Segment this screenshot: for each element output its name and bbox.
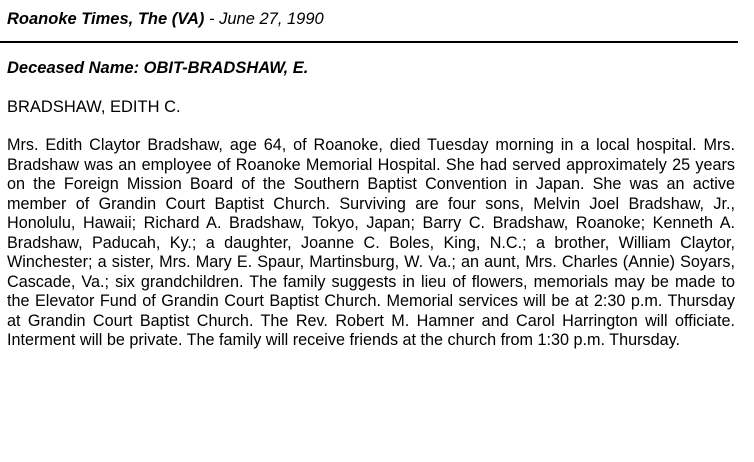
obituary-body: Mrs. Edith Claytor Bradshaw, age 64, of Roanoke, died Tuesday morning in a local hospital. Mrs. Bradshaw was an employee of Roanoke Memorial Hospital. She had served approximately 25 years on the Foreign Mission Board of the Southern Baptist Convention in Japan. She was an active member of Grandin Court Baptist Church. Surviving are four sons, Melvin Joel Bradshaw, Jr., Honolulu, Hawaii; Richard A. Bradshaw, Tokyo, Japan; Barry C. Bradshaw, Roanoke; Kenneth A. Bradshaw, Paducah, Ky.; a daughter, Joanne C. Boles, King, N.C.; a brother, William Claytor, Winchester; a sister, Mrs. Mary E. Spaur, Martinsburg, W. Va.; an aunt, Mrs. Charles (Annie) Soyars, Cascade, Va.; six grandchildren. The family suggests in lieu of flowers, memorials may be made to the Elevator Fund of Grandin Court Baptist Church. Memorial services will be at 2:30 p.m. Thursday at Grandin Court Baptist Church. The Rev. Robert M. Hamner and Carol Harrington will officiate. Interment will be private. The family will receive friends at the church from 1:30 p.m. Thursday. — [7, 136, 735, 349]
publication-date: June 27, 1990 — [219, 10, 324, 28]
deceased-name-label: Deceased Name: OBIT-BRADSHAW, E. — [7, 59, 309, 77]
header-divider — [0, 41, 738, 43]
subject-name: BRADSHAW, EDITH C. — [7, 98, 181, 116]
publication-name: Roanoke Times, The (VA) — [7, 10, 205, 28]
header-separator: - — [209, 10, 215, 28]
document-header — [7, 9, 324, 29]
